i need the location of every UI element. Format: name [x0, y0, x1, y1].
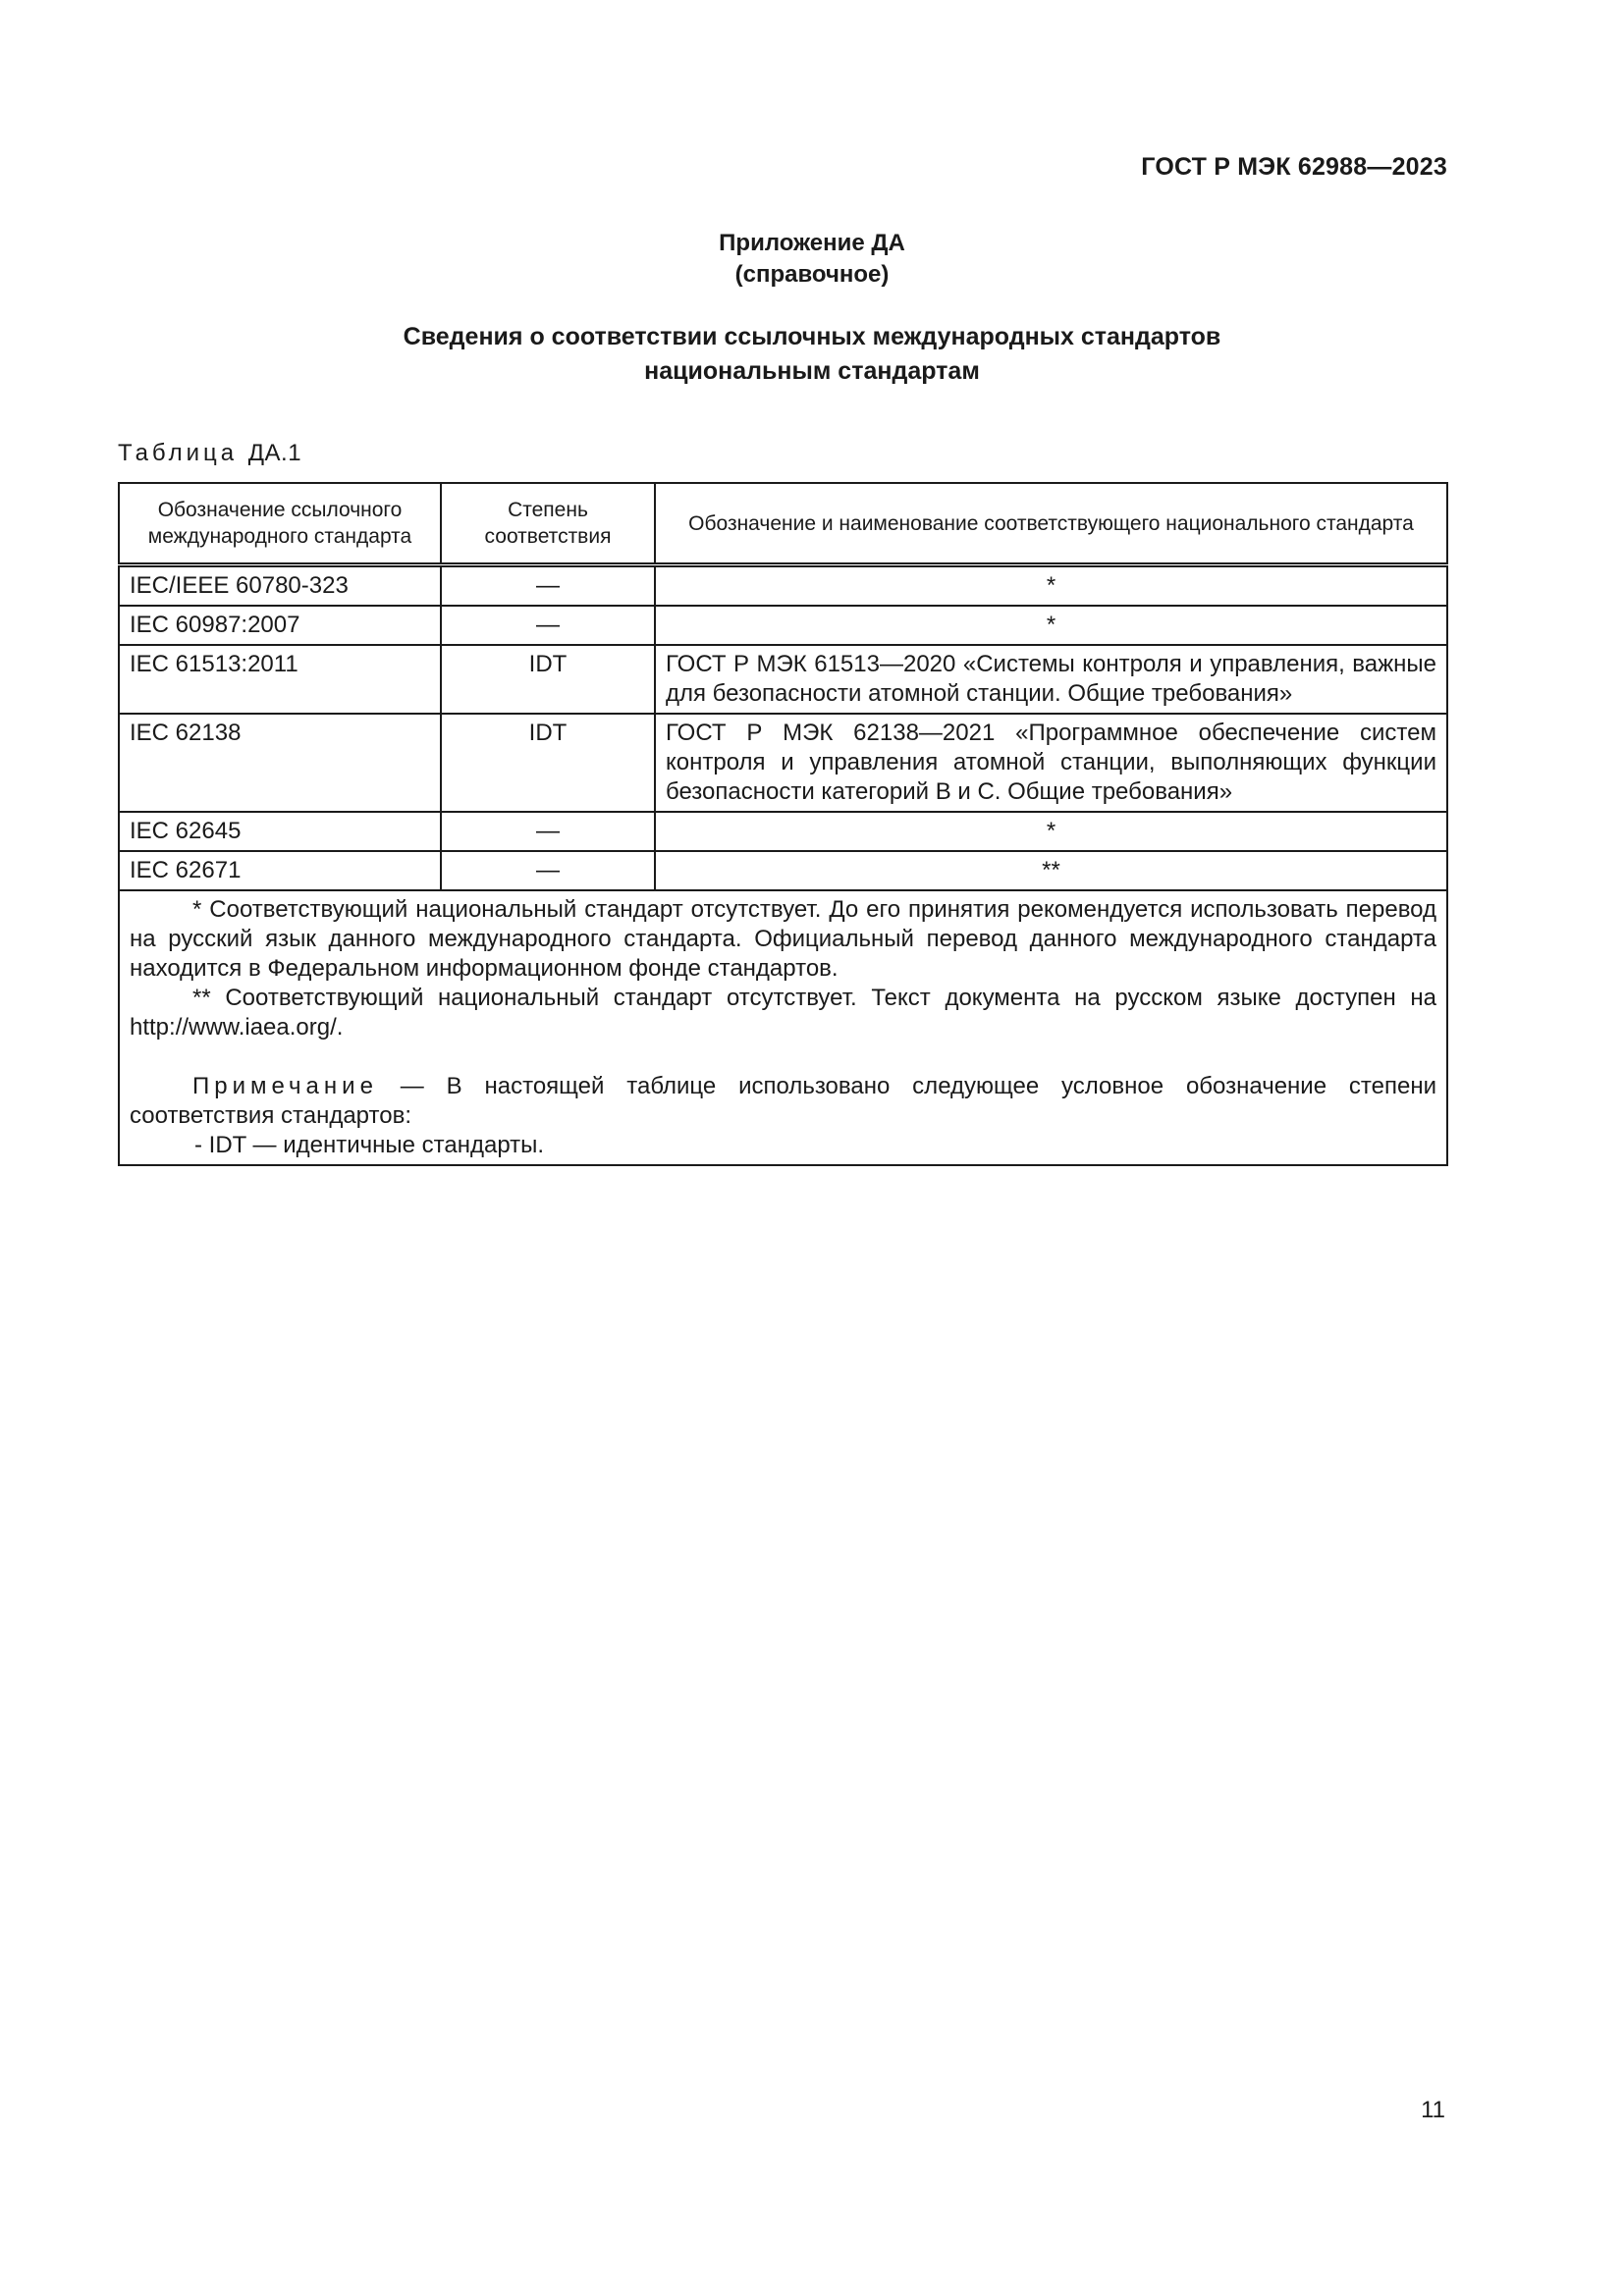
cell-national-standard: **	[655, 851, 1447, 890]
table-row	[119, 851, 1447, 890]
cell-national-standard: ГОСТ Р МЭК 62138—2021 «Программное обеспечение систем контроля и управления атомной станции, выполняющих функции безопасности категорий В и С. Общие требования»	[655, 714, 1447, 812]
header-intl-standard: Обозначение ссылочного международного стандарта	[119, 483, 441, 565]
table-caption-number: ДА.1	[247, 440, 302, 466]
cell-national-standard: *	[655, 812, 1447, 851]
table-row	[119, 606, 1447, 645]
standards-correspondence-table	[118, 482, 1448, 1166]
appendix-title: Приложение ДА	[719, 230, 905, 256]
cell-degree: —	[441, 812, 655, 851]
table-caption-word: Таблица	[118, 440, 239, 466]
note-text: — В настоящей таблице использовано следующее условное обозначение степени соответствия стандартов:	[130, 1073, 1436, 1129]
cell-intl-standard: IEC 62138	[119, 714, 441, 812]
cell-intl-standard: IEC 62671	[119, 851, 441, 890]
note-list-item: - IDT — идентичные стандарты.	[194, 1132, 545, 1158]
header-degree: Степень соответствия	[441, 483, 655, 565]
table-row	[119, 714, 1447, 812]
cell-national-standard: ГОСТ Р МЭК 61513—2020 «Системы контроля и управления, важные для безопасности атомной станции. Общие требования»	[655, 645, 1447, 714]
cell-degree: —	[441, 606, 655, 645]
page-header-standard-id: ГОСТ Р МЭК 62988—2023	[1141, 153, 1447, 181]
table-row	[119, 645, 1447, 714]
section-title	[0, 320, 1624, 389]
cell-degree: —	[441, 565, 655, 607]
section-title-line-1: Сведения о соответствии ссылочных международных стандартов	[403, 323, 1221, 350]
table-header-row	[119, 483, 1447, 565]
table-row	[119, 812, 1447, 851]
cell-degree: —	[441, 851, 655, 890]
note-label: Примечание	[192, 1073, 378, 1099]
cell-degree: IDT	[441, 645, 655, 714]
page-number: 11	[1421, 2097, 1445, 2123]
footnote-double-asterisk: ** Соответствующий национальный стандарт отсутствует. Текст документа на русском языке доступен на http://www.iaea.org/.	[130, 985, 1436, 1041]
cell-intl-standard: IEC/IEEE 60780-323	[119, 565, 441, 607]
cell-intl-standard: IEC 61513:2011	[119, 645, 441, 714]
cell-national-standard: *	[655, 606, 1447, 645]
section-title-line-2: национальным стандартам	[644, 357, 980, 385]
appendix-type: (справочное)	[734, 261, 890, 288]
table-footnote-row	[119, 890, 1447, 1165]
appendix-heading	[0, 228, 1624, 291]
table-row	[119, 565, 1447, 607]
cell-intl-standard: IEC 62645	[119, 812, 441, 851]
table-caption	[118, 440, 301, 467]
footnote-single-asterisk: * Соответствующий национальный стандарт отсутствует. До его принятия рекомендуется использовать перевод на русский язык данного международного стандарта. Официальный перевод данного международного стандарта находится в Федеральном информационном фонде стандартов.	[130, 896, 1436, 982]
table-footnotes	[119, 890, 1447, 1165]
cell-degree: IDT	[441, 714, 655, 812]
header-national-standard: Обозначение и наименование соответствующего национального стандарта	[655, 483, 1447, 565]
table-note	[130, 1072, 1436, 1131]
cell-intl-standard: IEC 60987:2007	[119, 606, 441, 645]
cell-national-standard: *	[655, 565, 1447, 607]
